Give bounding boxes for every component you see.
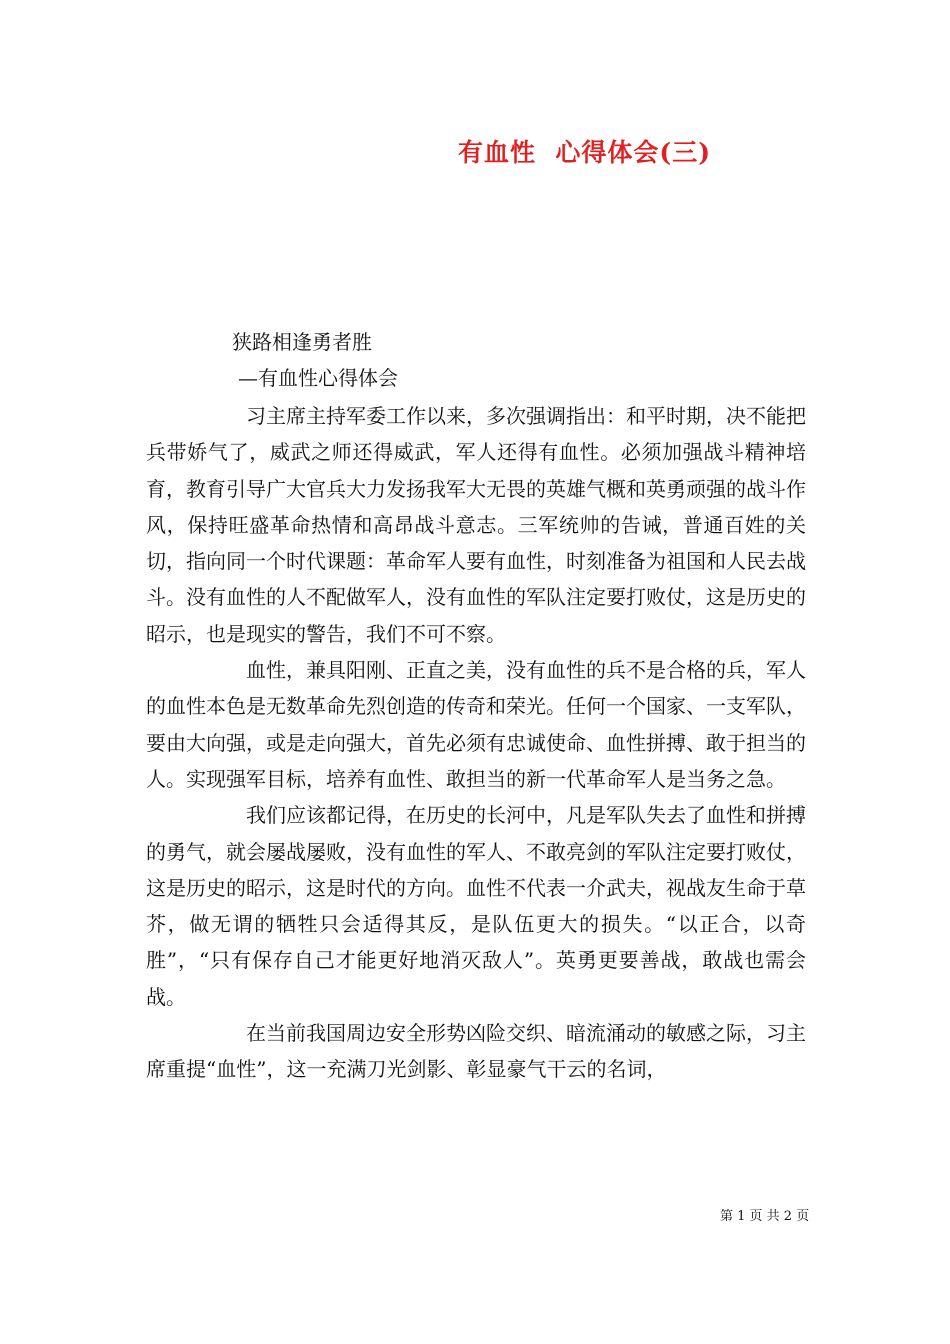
body-text — [146, 398, 806, 1088]
page-number-footer: 第 1 页 共 2 页 — [720, 1209, 810, 1224]
paragraph-2: 血性，兼具阳刚、正直之美，没有血性的兵不是合格的兵，军人的血性本色是无数革命先烈创造的传奇和荣光。任何一个国家、一支军队，要由大向强，或是走向强大，首先必须有忠诚使命、血性拼搏、敢于担当的人。实现强军目标，培养有血性、敢担当的新一代革命军人是当务之急。 — [146, 658, 806, 791]
page-title: 有血性 心得体会(三) — [458, 138, 712, 167]
subtitle-line-2: —有血性心得体会 — [238, 366, 398, 390]
paragraph-3: 我们应该都记得，在历史的长河中，凡是军队失去了血性和拼搏的勇气，就会屡战屡败，没有血性的军人、不敢亮剑的军队注定要打败仗，这是历史的昭示，这是时代的方向。血性不代表一介武夫，视战友生命于草芥，做无谓的牺牲只会适得其反，是队伍更大的损失。“以正合，以奇胜”，“只有保存自己才能更好地消灭敌人”。英勇更要善战，敢战也需会战。 — [146, 803, 806, 1009]
paragraph-1: 习主席主持军委工作以来，多次强调指出：和平时期，决不能把兵带娇气了，威武之师还得威武，军人还得有血性。必须加强战斗精神培育，教育引导广大官兵大力发扬我军大无畏的英雄气概和英勇顽强的战斗作风，保持旺盛革命热情和高昂战斗意志。三军统帅的告诫，普通百姓的关切，指向同一个时代课题：革命军人要有血性，时刻准备为祖国和人民去战斗。没有血性的人不配做军人，没有血性的军队注定要打败仗，这是历史的昭示，也是现实的警告，我们不可不察。 — [146, 404, 806, 646]
subtitle-line-1: 狭路相逢勇者胜 — [232, 330, 372, 354]
paragraph-4: 在当前我国周边安全形势凶险交织、暗流涌动的敏感之际，习主席重提“血性”，这一充满刀光剑影、彰显豪气干云的名词， — [146, 1021, 806, 1082]
